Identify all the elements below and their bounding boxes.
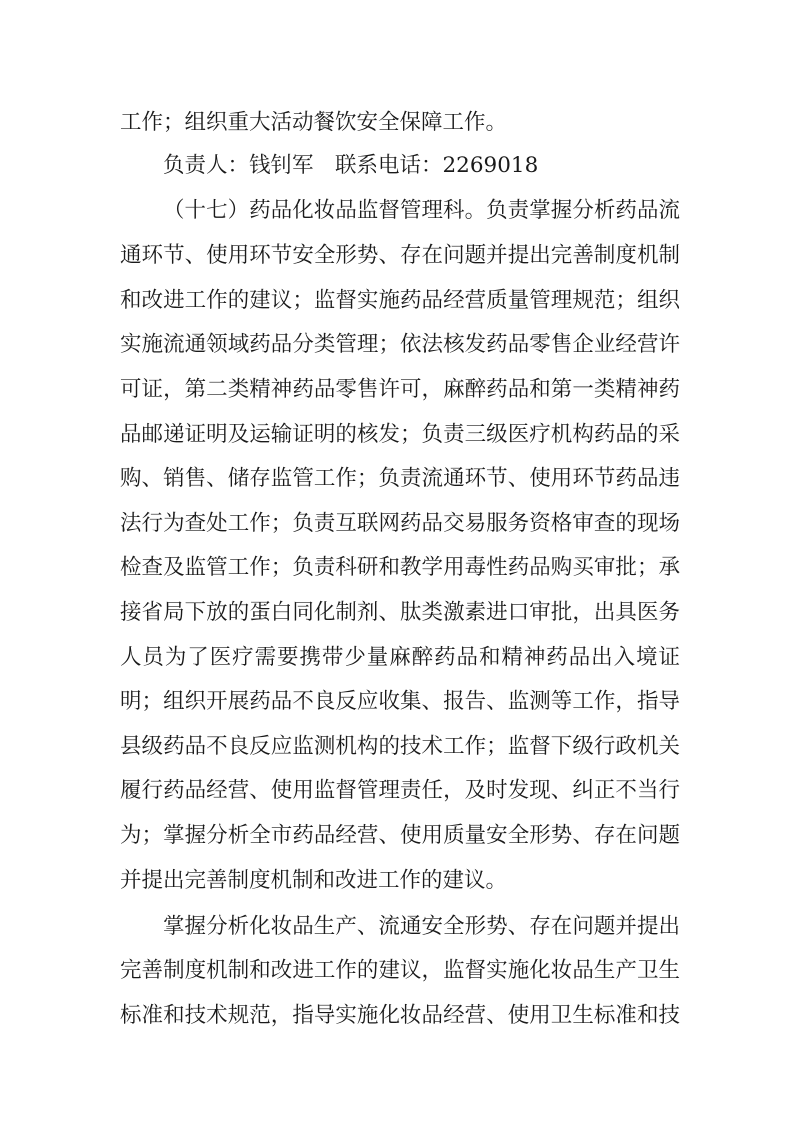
text-line-16: 履行药品经营、使用监督管理责任，及时发现、纠正不当行	[120, 778, 680, 803]
section-heading-line: （十七）药品化妆品监督管理科。负责掌握分析药品流	[163, 198, 680, 223]
paragraph-2-line-3: 标准和技术规范，指导实施化妆品经营、使用卫生标准和技	[120, 1003, 680, 1028]
text-line-11: 检查及监管工作；负责科研和教学用毒性药品购买审批；承	[120, 555, 680, 580]
text-line-4: 通环节、使用环节安全形势、存在问题并提出完善制度机制	[120, 243, 680, 268]
text-line-17: 为；掌握分析全市药品经营、使用质量安全形势、存在问题	[120, 823, 680, 848]
text-line-15: 县级药品不良反应监测机构的技术工作；监督下级行政机关	[120, 734, 680, 759]
text-line-10: 法行为查处工作；负责互联网药品交易服务资格审查的现场	[120, 511, 680, 536]
text-line-12: 接省局下放的蛋白同化制剂、肽类激素进口审批，出具医务	[120, 600, 680, 625]
text-line-1: 工作；组织重大活动餐饮安全保障工作。	[120, 110, 508, 135]
text-line-13: 人员为了医疗需要携带少量麻醉药品和精神药品出入境证	[120, 645, 680, 670]
paragraph-2-line-2: 完善制度机制和改进工作的建议，监督实施化妆品生产卫生	[120, 958, 680, 983]
text-line-7: 可证，第二类精神药品零售许可，麻醉药品和第一类精神药	[120, 377, 680, 402]
text-line-14: 明；组织开展药品不良反应收集、报告、监测等工作，指导	[120, 689, 680, 714]
text-line-5: 和改进工作的建议；监督实施药品经营质量管理规范；组织	[120, 288, 680, 313]
paragraph-2-line-1: 掌握分析化妆品生产、流通安全形势、存在问题并提出	[163, 914, 680, 939]
contact-line: 负责人：钱钊军 联系电话：2269018	[163, 153, 539, 178]
text-line-9: 购、销售、储存监管工作；负责流通环节、使用环节药品违	[120, 466, 680, 491]
text-line-18: 并提出完善制度机制和改进工作的建议。	[120, 868, 508, 893]
text-line-6: 实施流通领域药品分类管理；依法核发药品零售企业经营许	[120, 332, 680, 357]
text-line-8: 品邮递证明及运输证明的核发；负责三级医疗机构药品的采	[120, 422, 680, 447]
